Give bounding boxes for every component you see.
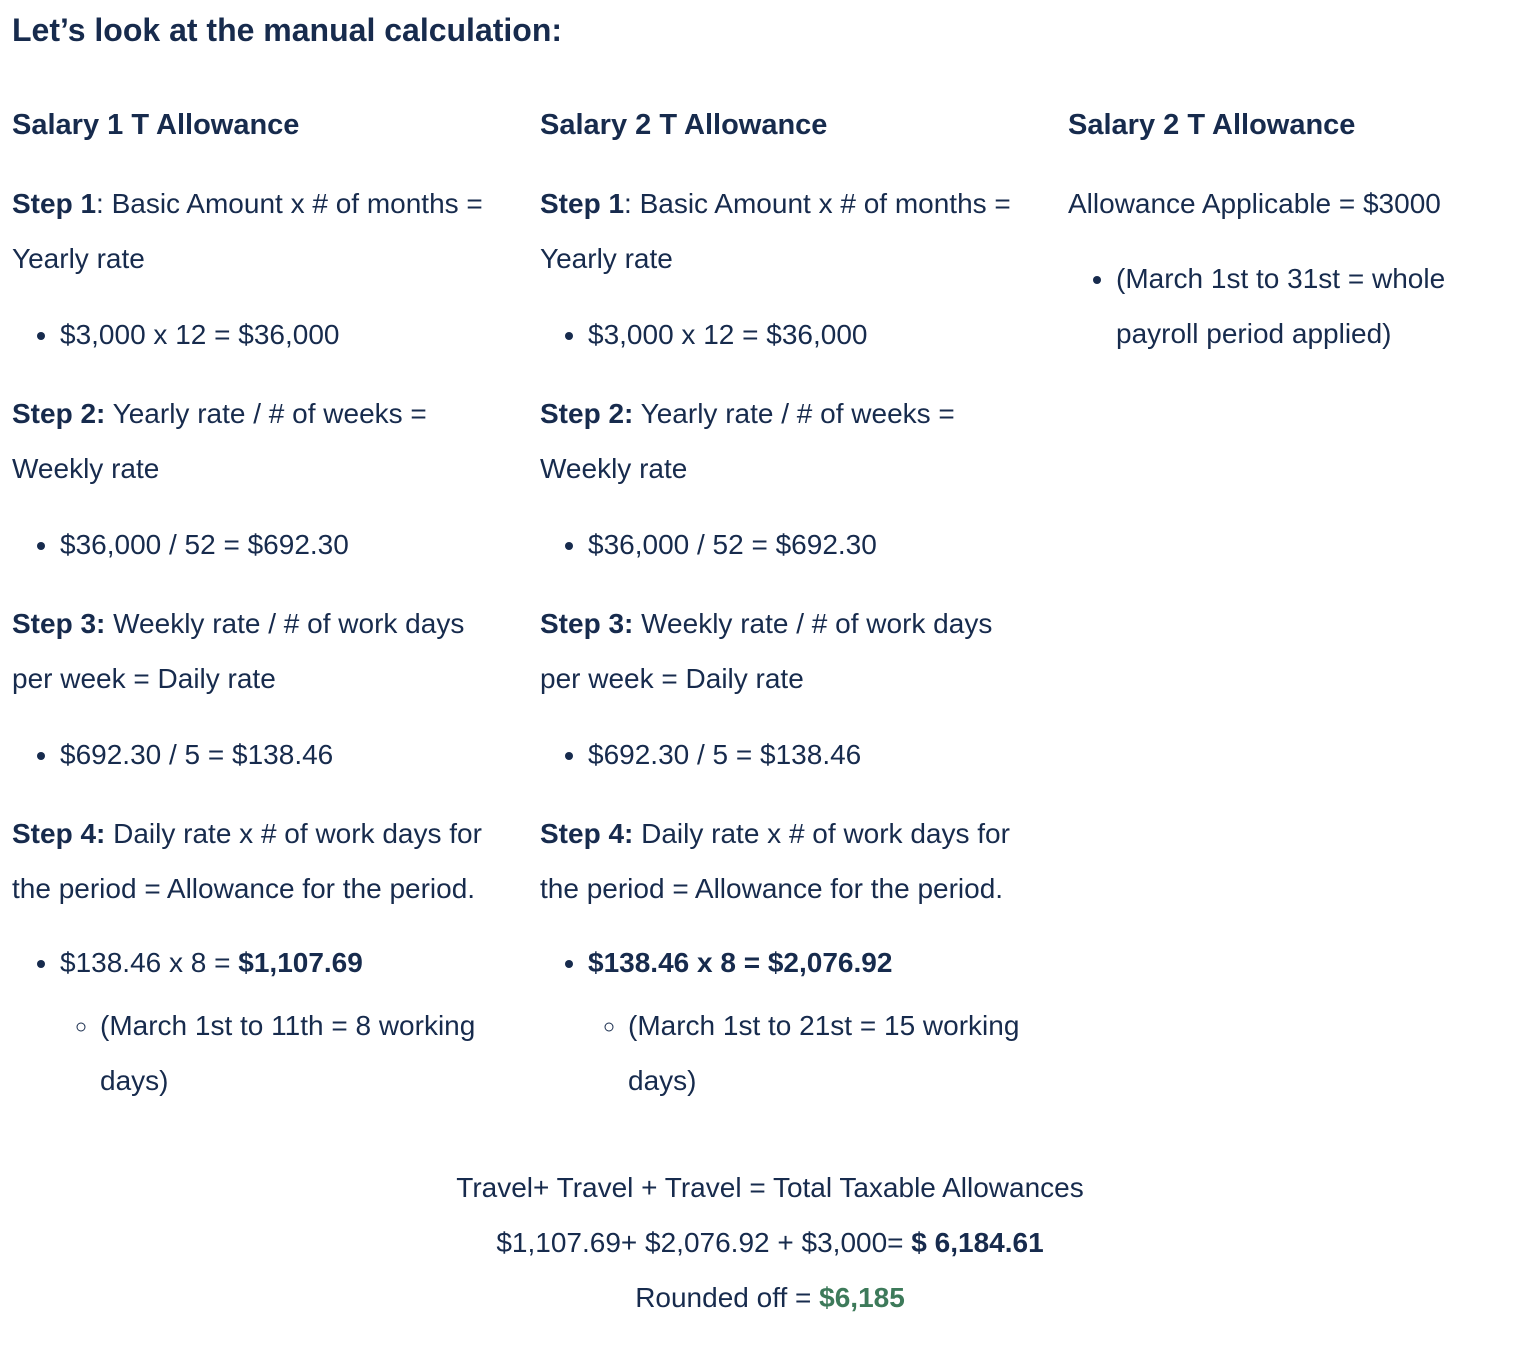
step-3-bullets (540, 727, 1020, 782)
step-text: Daily rate x # of work days for the period = Allowance for the period. (540, 818, 1010, 904)
column-heading: Salary 2 T Allowance (1068, 109, 1356, 141)
step-4-bullets (540, 935, 1020, 1108)
step-3-bullets (12, 727, 492, 782)
list-item (60, 935, 492, 1108)
sub-list (60, 998, 492, 1108)
step-1-bullets (12, 307, 492, 362)
calc-text: $138.46 x 8 = (60, 947, 239, 978)
step-3 (12, 596, 492, 706)
step-text: Daily rate x # of work days for the period = Allowance for the period. (12, 818, 482, 904)
step-2-bullets (540, 517, 1020, 572)
step-label: Step 3: (12, 608, 106, 639)
step-text: Basic Amount x # of months = Yearly rate (12, 188, 483, 274)
list-item (588, 935, 1020, 1108)
step-2 (540, 386, 1020, 496)
allowance-bullets (1068, 251, 1518, 361)
summary-total-value: $ 6,184.61 (911, 1227, 1044, 1258)
summary-rounded (0, 1270, 1540, 1325)
step-label: Step 2: (12, 398, 106, 429)
calc-result: $1,107.69 (238, 947, 363, 978)
step-label: Step 3: (540, 608, 634, 639)
step-4 (12, 806, 492, 916)
step-4-bullets (12, 935, 492, 1108)
salary-3-column (1068, 98, 1518, 385)
salary-2-column (540, 98, 1020, 1132)
summary-sum: $1,107.69+ $2,076.92 + $3,000= (496, 1227, 912, 1258)
step-text: Yearly rate / # of weeks = Weekly rate (540, 398, 955, 484)
step-sep: : (96, 188, 104, 219)
list-item: • $36,000 / 52 = $692.30 (60, 517, 492, 572)
list-item: • (March 1st to 31st = whole payroll period applied) (1116, 251, 1518, 361)
step-2-bullets (12, 517, 492, 572)
calc-result: $138.46 x 8 = $2,076.92 (588, 947, 893, 978)
step-label: Step 2: (540, 398, 634, 429)
step-label: Step 4: (540, 818, 634, 849)
list-item: • $692.30 / 5 = $138.46 (588, 727, 1020, 782)
step-1-bullets (540, 307, 1020, 362)
allowance-text: Allowance Applicable = $3000 (1068, 188, 1441, 219)
step-text: Yearly rate / # of weeks = Weekly rate (12, 398, 427, 484)
column-heading: Salary 1 T Allowance (12, 109, 300, 141)
list-item: • $36,000 / 52 = $692.30 (588, 517, 1020, 572)
sub-list-item: ◦ (March 1st to 21st = 15 working days) (628, 998, 1020, 1108)
step-label: Step 1 (540, 188, 625, 219)
summary (0, 1160, 1540, 1325)
step-4 (540, 806, 1020, 916)
step-text: Basic Amount x # of months = Yearly rate (540, 188, 1011, 274)
page-title: Let’s look at the manual calculation: (12, 12, 563, 48)
list-item: • $3,000 x 12 = $36,000 (588, 307, 1020, 362)
step-sep: : (624, 188, 632, 219)
sub-list (588, 998, 1020, 1108)
step-text: Weekly rate / # of work days per week = Daily rate (12, 608, 465, 694)
step-label: Step 4: (12, 818, 106, 849)
list-item: • $692.30 / 5 = $138.46 (60, 727, 492, 782)
summary-total (0, 1215, 1540, 1270)
step-text: Weekly rate / # of work days per week = Daily rate (540, 608, 993, 694)
step-1 (540, 176, 1020, 286)
summary-formula: Travel+ Travel + Travel = Total Taxable Allowances (456, 1172, 1084, 1203)
sub-list-item: ◦ (March 1st to 11th = 8 working days) (100, 998, 492, 1108)
rounded-value: $6,185 (819, 1282, 905, 1313)
rounded-label: Rounded off = (635, 1282, 820, 1313)
salary-1-column (12, 98, 492, 1132)
step-label: Step 1 (12, 188, 97, 219)
step-1 (12, 176, 492, 286)
step-2 (12, 386, 492, 496)
list-item: • $3,000 x 12 = $36,000 (60, 307, 492, 362)
step-3 (540, 596, 1020, 706)
column-heading: Salary 2 T Allowance (540, 109, 828, 141)
